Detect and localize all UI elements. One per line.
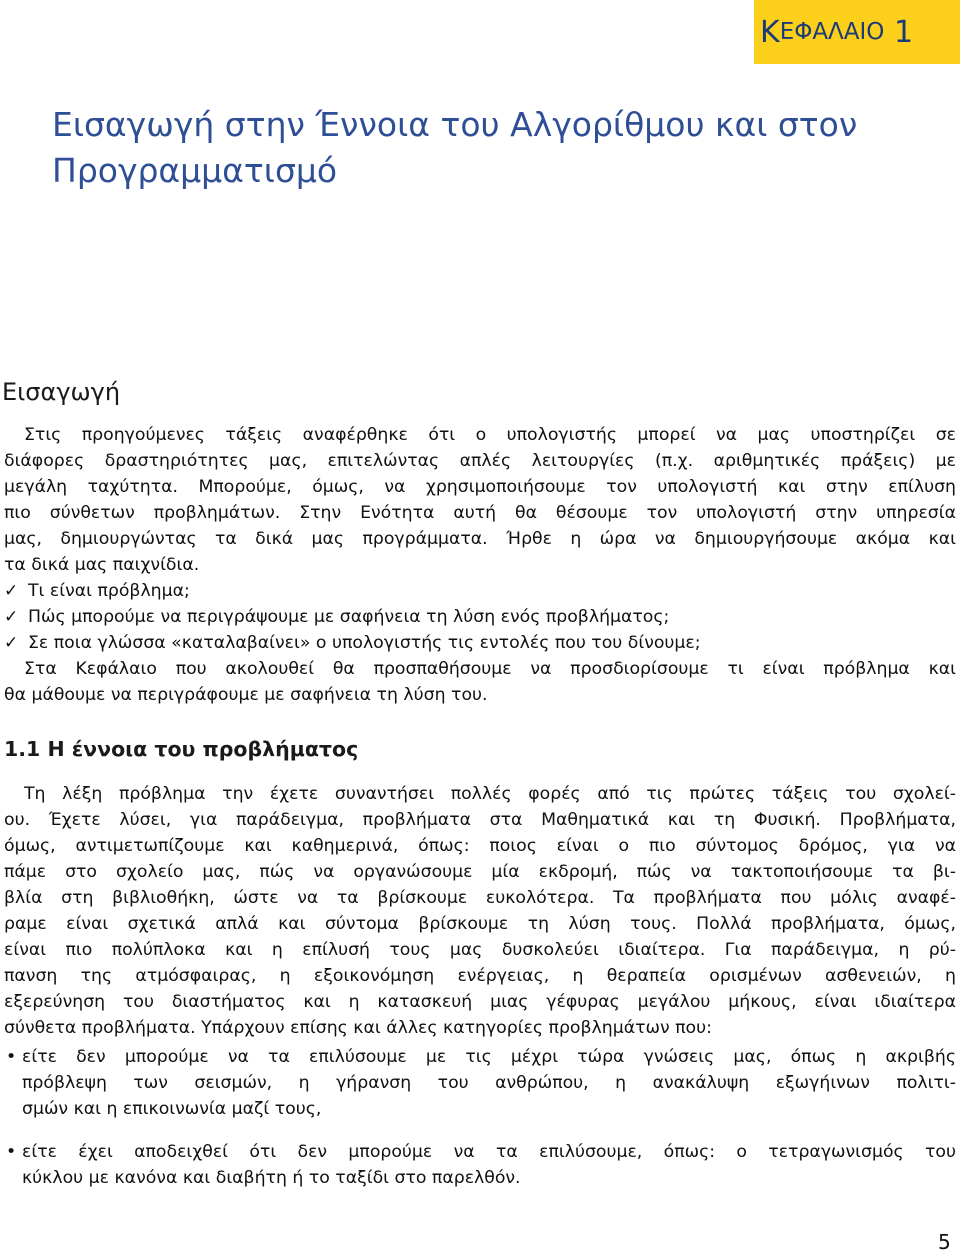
bullet-line: κύκλου με κανόνα και διαβήτη ή το ταξίδι στο παρελθόν. — [22, 1168, 521, 1188]
section-heading: 1.1 Η έννοια του προβλήματος — [4, 737, 359, 761]
bullet-line: πρόβλεψη των σεισμών, η γήρανση του ανθρώπου, η ανακάλυψη εξωγήινων πολιτι- — [22, 1073, 956, 1093]
intro-line: Στις προηγούμενες τάξεις αναφέρθηκε ότι ο υπολογιστής μπορεί να μας υποστηρίζει σε — [24, 425, 956, 445]
chapter-badge-initial: Κ — [760, 14, 780, 50]
section-line: ραμε είναι σχετικά απλά και σύντομα βρίσκουμε τη λύση τους. Πολλά προβλήματα, όμως, — [4, 914, 956, 934]
section-line: όμως, αντιμετωπίζουμε και καθημερινά, όπως: ποιος είναι ο πιο σύντομος δρόμος, για να — [4, 836, 956, 856]
question-item — [4, 578, 956, 604]
question-text: Σε ποια γλώσσα «καταλαβαίνει» ο υπολογιστής τις εντολές που του δίνουμε; — [28, 633, 701, 653]
section-line: σύνθετα προβλήματα. Υπάρχουν επίσης και άλλες κατηγορίες προβλημάτων που: — [4, 1018, 712, 1038]
closing-line: θα μάθουμε να περιγράφουμε με σαφήνεια τη λύση του. — [4, 685, 488, 705]
closing-line: Στα Κεφάλαιο που ακολουθεί θα προσπαθήσουμε να προσδιορίσουμε τι είναι πρόβλημα και — [24, 659, 956, 679]
section-line: πάμε στο σχολείο μας, πώς να οργανώσουμε μία εκδρομή, πώς να τακτοποιήσουμε τα βι- — [4, 862, 956, 882]
bullet-line: είτε έχει αποδειχθεί ότι δεν μπορούμε να τα επιλύσουμε, όπως: ο τετραγωνισμός του — [22, 1142, 956, 1162]
bullet-line: σμών και η επικοινωνία μαζί τους, — [22, 1099, 322, 1119]
intro-line: τα δικά μας παιχνίδια. — [4, 555, 200, 575]
intro-line: πιο σύνθετων προβλημάτων. Στην Ενότητα αυτή θα θέσουμε τον υπολογιστή στην υπηρεσία — [4, 503, 956, 523]
chapter-badge-gap — [884, 15, 894, 50]
question-item — [4, 604, 956, 630]
checkmark-icon: ✓ — [4, 607, 19, 627]
checkmark-icon: ✓ — [4, 581, 19, 601]
bullet-body — [22, 1044, 956, 1119]
page-number: 5 — [938, 1230, 951, 1254]
chapter-title: Εισαγωγή στην Έννοια του Αλγορίθμου και στον Προγραμματισμό — [52, 105, 858, 190]
intro-line: μεγάλη ταχύτητα. Μπορούμε, όμως, να χρησιμοποιήσουμε τον υπολογιστή και στην επίλυση — [4, 477, 956, 497]
bullet-icon: • — [6, 1142, 17, 1162]
chapter-badge — [754, 0, 960, 64]
bullet-icon: • — [6, 1047, 17, 1067]
bullet-body — [22, 1139, 956, 1191]
bullet-item-2 — [4, 1139, 956, 1191]
section-paragraph — [4, 781, 956, 1119]
intro-paragraph — [4, 422, 956, 708]
question-text: Τι είναι πρόβλημα; — [28, 581, 190, 601]
section-line: Τη λέξη πρόβλημα την έχετε συναντήσει πολλές φορές από τις πρώτες τάξεις του σχολεί- — [24, 784, 956, 804]
bullet-line: είτε δεν μπορούμε να τα επιλύσουμε με τις μέχρι τώρα γνώσεις μας, όπως η ακριβής — [22, 1047, 956, 1067]
chapter-badge-number: 1 — [893, 14, 914, 50]
section-line: είναι πιο πολύπλοκα και η επίλυσή τους μας δυσκολεύει ιδιαίτερα. Για παράδειγμα, η ρύ- — [4, 940, 956, 960]
bullet-item — [4, 1044, 956, 1119]
intro-line: μας, δημιουργώντας τα δικά μας προγράμματα. Ήρθε η ώρα να δημιουργήσουμε ακόμα και — [4, 529, 956, 549]
chapter-badge-word: ΕΦΑΛΑΙΟ — [779, 19, 885, 45]
question-text: Πώς μπορούμε να περιγράψουμε με σαφήνεια τη λύση ενός προβλήματος; — [28, 607, 670, 627]
bullet-item — [4, 1139, 956, 1191]
question-item — [4, 630, 956, 656]
checkmark-icon: ✓ — [4, 633, 19, 653]
intro-heading: Εισαγωγή — [2, 378, 121, 406]
section-line: ου. Έχετε λύσει, για παράδειγμα, προβλήματα στα Μαθηματικά και τη Φυσική. Προβλήματα, — [4, 810, 956, 830]
section-line: εξερεύνηση του διαστήματος και η κατασκευή μιας γέφυρας μεγάλου μήκους, είναι ιδιαίτερα — [4, 992, 956, 1012]
section-line: πανση της ατμόσφαιρας, η εξοικονόμηση ενέργειας, η θεραπεία ορισμένων ασθενειών, η — [4, 966, 956, 986]
intro-line: διάφορες δραστηριότητες μας, επιτελώντας απλές λειτουργίες (π.χ. αριθμητικές πράξεις) με — [4, 451, 956, 471]
section-line: βλία στη βιβλιοθήκη, ώστε να τα βρίσκουμε ευκολότερα. Τα προβλήματα που μόλις αναφέ- — [4, 888, 956, 908]
